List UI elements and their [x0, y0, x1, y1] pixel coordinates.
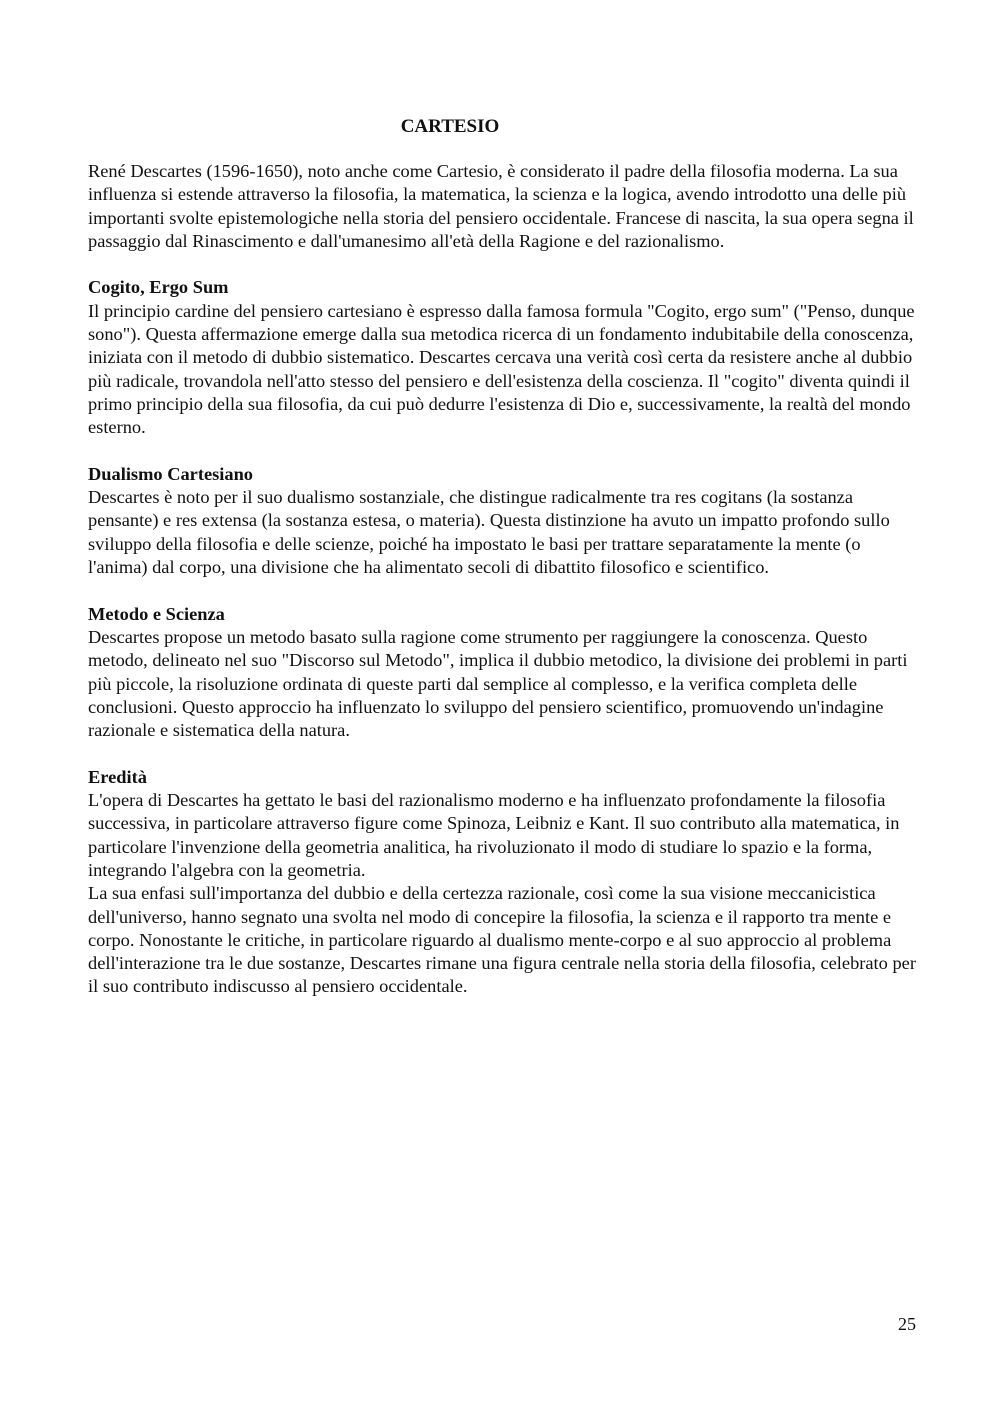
- section-paragraph: Il principio cardine del pensiero cartesiano è espresso dalla famosa formula "Cogito, ergo sum" ("Penso, dunque sono"). Questa affermazione emerge dalla sua metodica ricerca di un fondamento indubitabile della conoscenza, iniziata con il metodo di dubbio sistematico. Descartes cercava una verità così certa da resistere anche al dubbio più radicale, trovandola nell'atto stesso del pensiero e dell'esistenza della coscienza. Il "cogito" diventa quindi il primo principio della sua filosofia, da cui può dedurre l'esistenza di Dio e, successivamente, la realtà del mondo esterno.: [88, 300, 915, 438]
- section-paragraph: L'opera di Descartes ha gettato le basi del razionalismo moderno e ha influenzato profondamente la filosofia successiva, in particolare attraverso figure come Spinoza, Leibniz e Kant. Il suo contributo alla matematica, in particolare l'invenzione della geometria analitica, ha rivoluzionato il modo di studiare lo spazio e la forma, integrando l'algebra con la geometria.: [88, 790, 900, 880]
- section-metodo: [88, 603, 923, 743]
- section-paragraph: La sua enfasi sull'importanza del dubbio e della certezza razionale, così come la sua visione meccanicistica dell'universo, hanno segnato una svolta nel modo di concepire la filosofia, la scienza e il rapporto tra mente e corpo. Nonostante le critiche, in particolare riguardo al dualismo mente-corpo e al suo approccio al problema dell'interazione tra le due sostanze, Descartes rimane una figura centrale nella storia della filosofia, celebrato per il suo contributo indiscusso al pensiero occidentale.: [88, 883, 916, 997]
- page-number: 25: [898, 1314, 916, 1334]
- section-heading: Dualismo Cartesiano: [88, 463, 254, 484]
- section-eredita: [88, 766, 923, 999]
- section-cogito: [88, 276, 923, 439]
- document-content: [88, 160, 923, 1022]
- section-heading: Eredità: [88, 766, 147, 787]
- section-paragraph: Descartes propose un metodo basato sulla ragione come strumento per raggiungere la conoscenza. Questo metodo, delineato nel suo "Discorso sul Metodo", implica il dubbio metodico, la divisione dei problemi in parti più piccole, la risoluzione ordinata di queste parti dal semplice al complesso, e la verifica completa delle conclusioni. Questo approccio ha influenzato lo sviluppo del pensiero scientifico, promuovendo un'indagine razionale e sistematica della natura.: [88, 626, 908, 741]
- section-heading: Cogito, Ergo Sum: [88, 277, 229, 298]
- section-dualismo: [88, 463, 923, 579]
- intro-paragraph: René Descartes (1596-1650), noto anche come Cartesio, è considerato il padre della filosofia moderna. La sua influenza si estende attraverso la filosofia, la matematica, la scienza e la logica, avendo introdotto una delle più importanti svolte epistemologiche nella storia del pensiero occidentale. Francese di nascita, la sua opera segna il passaggio dal Rinascimento e dall'umanesimo all'età della Ragione e del razionalismo.: [88, 161, 914, 251]
- section-paragraph: Descartes è noto per il suo dualismo sostanziale, che distingue radicalmente tra res cogitans (la sostanza pensante) e res extensa (la sostanza estesa, o materia). Questa distinzione ha avuto un impatto profondo sullo sviluppo della filosofia e delle scienze, poiché ha impostato le basi per trattare separatamente la mente (o l'anima) dal corpo, una divisione che ha alimentato secoli di dibattito filosofico e scientifico.: [88, 487, 890, 578]
- document-title: CARTESIO: [400, 116, 500, 137]
- section-heading: Metodo e Scienza: [88, 603, 225, 624]
